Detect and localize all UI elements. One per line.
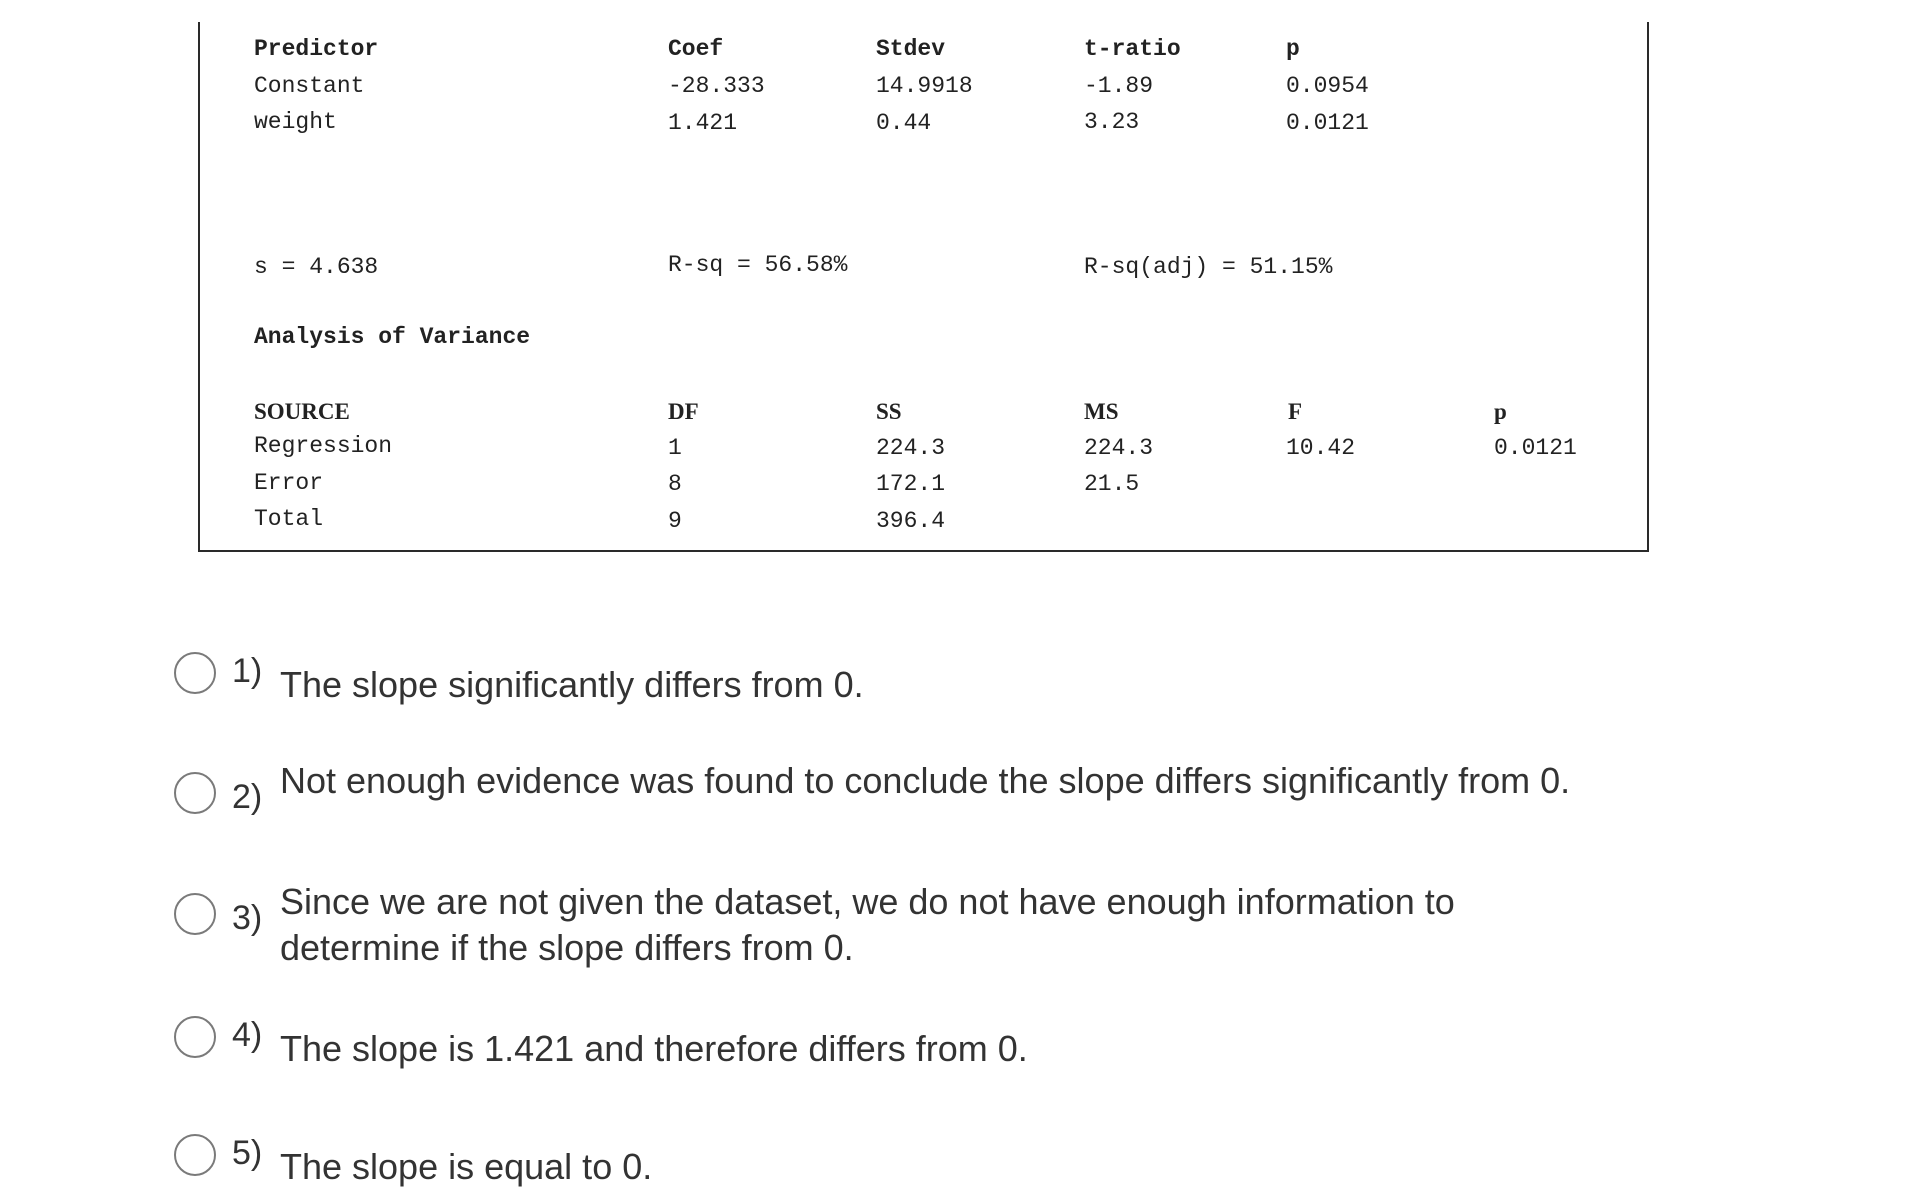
radio-button-5[interactable] <box>174 1134 216 1176</box>
radio-button-2[interactable] <box>174 772 216 814</box>
answer-option-1[interactable] <box>174 648 1610 708</box>
coef-row-constant-p: 0.0954 <box>1286 73 1369 99</box>
coef-row-weight-predictor: weight <box>254 109 337 135</box>
option-number-3: 3) <box>232 899 263 937</box>
option-number-5: 5) <box>232 1134 263 1172</box>
coef-row-constant-coef: -28.333 <box>668 73 765 99</box>
coef-row-weight-p: 0.0121 <box>1286 110 1369 136</box>
anova-row-regression-ss: 224.3 <box>876 435 946 461</box>
option-number-1: 1) <box>232 652 263 690</box>
anova-header-ss: SS <box>876 399 902 424</box>
coef-header-p: p <box>1286 36 1300 62</box>
answer-option-2[interactable] <box>174 760 1610 817</box>
anova-row-regression-f: 10.42 <box>1286 435 1356 461</box>
anova-row-total-source: Total <box>254 506 324 532</box>
anova-header-source: SOURCE <box>254 399 350 424</box>
coef-header-tratio: t-ratio <box>1084 36 1181 62</box>
anova-row-regression-source: Regression <box>254 433 393 459</box>
anova-row-total-ss: 396.4 <box>876 508 946 534</box>
option-text-3[interactable]: Since we are not given the dataset, we do not have enough information to determine if the slope differs from 0. <box>280 881 1455 968</box>
anova-header-f: F <box>1288 399 1303 424</box>
stat-rsq: R-sq = 56.58% <box>668 252 848 278</box>
radio-button-4[interactable] <box>174 1016 216 1058</box>
anova-row-total-df: 9 <box>668 508 682 534</box>
anova-row-error-ss: 172.1 <box>876 471 946 497</box>
option-text-4[interactable]: The slope is 1.421 and therefore differs from 0. <box>280 1028 1028 1069</box>
coef-row-weight-stdev: 0.44 <box>876 110 932 136</box>
coef-row-weight-coef: 1.421 <box>668 110 738 136</box>
anova-row-error-ms: 21.5 <box>1084 471 1140 497</box>
answer-option-4[interactable] <box>174 1012 1610 1072</box>
stat-s: s = 4.638 <box>254 254 379 280</box>
anova-row-regression-ms: 224.3 <box>1084 435 1154 461</box>
stat-rsq-adj: R-sq(adj) = 51.15% <box>1084 254 1333 280</box>
coef-header-stdev: Stdev <box>876 36 946 62</box>
anova-title: Analysis of Variance <box>254 324 531 350</box>
radio-button-3[interactable] <box>174 893 216 935</box>
anova-row-regression-p: 0.0121 <box>1494 435 1577 461</box>
option-number-4: 4) <box>232 1016 263 1054</box>
option-text-5[interactable]: The slope is equal to 0. <box>280 1146 653 1187</box>
option-text-2[interactable]: Not enough evidence was found to conclude the slope differs significantly from 0. <box>280 760 1571 801</box>
coef-row-constant-stdev: 14.9918 <box>876 73 973 99</box>
answer-option-5[interactable] <box>174 1130 1610 1190</box>
anova-header-ms: MS <box>1084 399 1119 424</box>
option-number-2: 2) <box>232 778 263 816</box>
coef-row-weight-tratio: 3.23 <box>1084 109 1140 135</box>
coef-header-coef: Coef <box>668 36 724 62</box>
anova-header-df: DF <box>668 399 699 424</box>
answer-option-3[interactable] <box>174 881 1610 971</box>
anova-row-error-df: 8 <box>668 471 682 497</box>
anova-header-p: p <box>1494 399 1507 424</box>
option-text-1[interactable]: The slope significantly differs from 0. <box>280 664 864 705</box>
anova-row-error-source: Error <box>254 470 324 496</box>
coef-header-predictor: Predictor <box>254 36 379 62</box>
anova-row-regression-df: 1 <box>668 435 682 461</box>
coef-row-constant-tratio: -1.89 <box>1084 73 1154 99</box>
coef-row-constant-predictor: Constant <box>254 73 365 99</box>
radio-button-1[interactable] <box>174 652 216 694</box>
